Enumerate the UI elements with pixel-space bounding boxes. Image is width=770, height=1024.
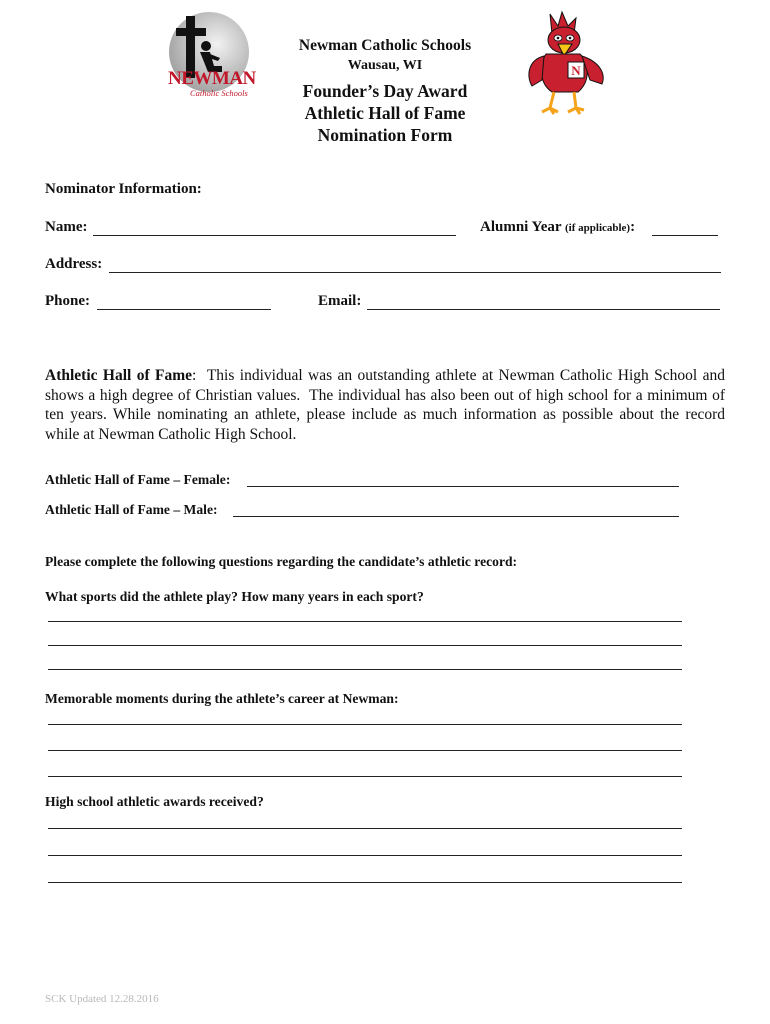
alumni-year-colon: :	[630, 219, 636, 235]
footer-note: SCK Updated 12.28.2016	[45, 993, 159, 1005]
cardinal-mascot-graphic	[520, 10, 610, 118]
female-nominee-field[interactable]	[247, 468, 679, 487]
alumni-year-hint: (if applicable)	[565, 222, 631, 234]
male-nominee-field[interactable]	[233, 498, 679, 517]
alumni-year-field[interactable]	[652, 217, 718, 236]
address-label: Address:	[45, 256, 103, 272]
org-name: Newman Catholic Schools	[298, 37, 472, 54]
form-title-line-1: Founder’s Day Award	[302, 81, 468, 101]
moments-answer-line-2[interactable]	[48, 732, 682, 751]
org-city: Wausau, WI	[347, 58, 423, 73]
hall-of-fame-description	[45, 366, 729, 444]
questions-intro: Please complete the following questions regarding the candidate’s athletic record:	[45, 554, 518, 569]
awards-answer-line-1[interactable]	[48, 810, 682, 829]
awards-answer-line-2[interactable]	[48, 837, 682, 856]
alumni-year-text: Alumni Year	[480, 219, 562, 235]
hall-of-fame-lead-colon: :	[192, 367, 197, 384]
sports-answer-line-1[interactable]	[48, 603, 682, 622]
newman-logo	[160, 10, 255, 105]
logo-wordmark: NEWMAN	[168, 68, 256, 89]
question-sports: What sports did the athlete play? How many years in each sport?	[45, 589, 424, 604]
address-field[interactable]	[109, 254, 721, 273]
sports-answer-line-2[interactable]	[48, 627, 682, 646]
email-label: Email:	[318, 293, 362, 309]
email-field[interactable]	[367, 291, 720, 310]
male-label: Athletic Hall of Fame – Male:	[45, 502, 218, 517]
name-label: Name:	[45, 219, 88, 235]
mascot-letter: N	[571, 63, 581, 78]
alumni-year-label	[480, 219, 635, 236]
logo-subtext: Catholic Schools	[190, 88, 248, 98]
cardinal-mascot	[520, 10, 610, 118]
form-title-line-3: Nomination Form	[317, 125, 453, 145]
female-label: Athletic Hall of Fame – Female:	[45, 472, 231, 487]
phone-field[interactable]	[97, 291, 271, 310]
awards-answer-line-3[interactable]	[48, 864, 682, 883]
question-awards: High school athletic awards received?	[45, 794, 264, 809]
sports-answer-line-3[interactable]	[48, 651, 682, 670]
form-title-line-2: Athletic Hall of Fame	[304, 103, 466, 123]
moments-answer-line-1[interactable]	[48, 706, 682, 725]
hall-of-fame-lead: Athletic Hall of Fame	[45, 367, 193, 384]
name-field[interactable]	[93, 217, 456, 236]
nominator-heading: Nominator Information:	[45, 181, 202, 197]
moments-answer-line-3[interactable]	[48, 758, 682, 777]
question-moments: Memorable moments during the athlete’s career at Newman:	[45, 691, 399, 706]
hall-of-fame-body: This individual was an outstanding athlete at Newman Catholic High School and shows a high degree of Christian values. The individual has also been out of high school for a minimum of ten years. While nominating an athlete, please include as much information as possible about the record while at Newman Catholic High School.	[45, 367, 729, 443]
phone-label: Phone:	[45, 293, 90, 309]
